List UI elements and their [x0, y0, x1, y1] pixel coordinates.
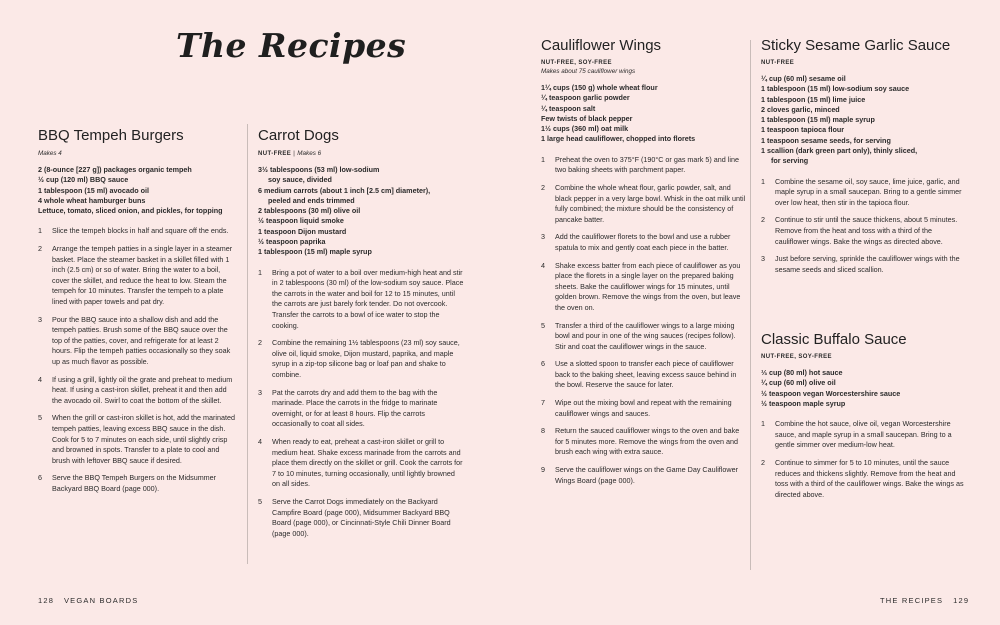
step-number: 3: [541, 232, 545, 242]
ingredient: ¼ cup (60 ml) olive oil: [761, 378, 836, 388]
step: [258, 388, 464, 430]
step: [258, 338, 464, 380]
ingredient-list: [258, 165, 464, 258]
ingredient: ½ teaspoon liquid smoke: [258, 216, 344, 226]
step-text: Bring a pot of water to a boil over medium-high heat and stir in 2 tablespoons (30 ml) of the low-sodium soy sauce. Place the carrots in the water and boil for 12 to 15 minutes, until the carrots are just barely fork tender. Do not overcook. Transfer the carrots to a bowl of ice water to stop the cooking.: [272, 267, 464, 330]
step-number: 9: [541, 465, 545, 475]
step: [541, 183, 746, 225]
step-text: Use a slotted spoon to transfer each piece of cauliflower back to the baking sheet, leaving excess sauce behind in the bowl. Reserve the sauce for later.: [555, 359, 737, 390]
right-folio: [880, 596, 969, 605]
ingredient: 1 scallion (dark green part only), thinly sliced,: [761, 146, 918, 156]
step-number: 2: [258, 338, 262, 348]
step-text: Combine the remaining 1½ tablespoons (23 ml) soy sauce, olive oil, liquid smoke, Dijon mustard, paprika, and maple syrup in a zip-top silicone bag or loaf pan and shake to combine.: [272, 338, 460, 380]
step-number: 6: [541, 359, 545, 369]
step-number: 2: [38, 244, 42, 254]
step-number: 8: [541, 426, 545, 436]
step-text: Arrange the tempeh patties in a single layer in a steamer basket. Place the steamer basket in a skillet filled with 1 inch (2.5 cm) or so of water. Bring the water to a boil, cover the skillet, and reduce the heat to low. Steam the tempeh for 10 minutes. Transfer the tempeh to a plate lined with paper towels and pat dry.: [52, 244, 233, 307]
ingredient: 2 tablespoons (30 ml) olive oil: [258, 206, 361, 216]
step-number: 1: [761, 176, 765, 186]
page-number: 129: [953, 596, 970, 605]
column-divider: [247, 124, 248, 564]
ingredient: ½ teaspoon vegan Worcestershire sauce: [761, 388, 901, 398]
step-list: [761, 177, 966, 276]
step: [541, 398, 746, 419]
step-text: Combine the hot sauce, olive oil, vegan Worcestershire sauce, and maple syrup in a small saucepan. Bring to a gentle simmer over medium-low heat.: [775, 419, 952, 450]
step-text: Continue to stir until the sauce thickens, about 5 minutes. Remove from the heat and toss with a third of the cauliflower wings. Bake the wings as directed above.: [775, 215, 958, 246]
ingredient: 3½ tablespoons (53 ml) low-sodium: [258, 165, 380, 174]
step-list: [761, 419, 966, 500]
step-text: Add the cauliflower florets to the bowl and use a rubber spatula to mix and gently coat each piece in the batter.: [555, 232, 731, 252]
ingredient-list: [38, 165, 238, 216]
step-text: Shake excess batter from each piece of cauliflower as you place the florets in a single layer on the prepared baking sheets. Bake the cauliflower wings for 15 minutes, until golden brown. Remove the wings from the oven, but leave the oven on.: [555, 260, 741, 312]
ingredient: 1 tablespoon (15 ml) avocado oil: [38, 185, 150, 195]
recipe-sticky-sesame-garlic-sauce: [761, 37, 966, 282]
step-text: When the grill or cast-iron skillet is hot, add the marinated tempeh patties, leaving excess BBQ sauce in the dish. Cook for 5 to 7 minutes on each side, until slightly crisp and browned in spots. Transfer to a plate to cool and brush with leftover BBQ sauce if desired.: [52, 413, 235, 465]
recipe-classic-buffalo-sauce: [761, 331, 966, 507]
step-text: Wipe out the mixing bowl and repeat with the remaining cauliflower wings and sauces.: [555, 398, 732, 418]
step-number: 5: [258, 496, 262, 506]
step-number: 1: [38, 226, 42, 236]
ingredient: ½ cup (120 ml) BBQ sauce: [38, 175, 129, 185]
ingredient: Few twists of black pepper: [541, 113, 633, 123]
step: [38, 413, 238, 466]
step-text: Serve the BBQ Tempeh Burgers on the Midsummer Backyard BBQ Board (page 000).: [52, 473, 217, 493]
step-number: 1: [541, 154, 545, 164]
step: [761, 177, 966, 209]
recipe-title: Carrot Dogs: [258, 127, 339, 144]
ingredient: 1½ cups (360 ml) oat milk: [541, 124, 629, 134]
ingredient: ½ teaspoon paprika: [258, 237, 326, 247]
step: [38, 315, 238, 368]
page-number: 128: [38, 596, 55, 605]
diet-tags: NUT-FREE, SOY-FREE: [541, 60, 612, 66]
step: [761, 419, 966, 451]
step: [541, 465, 746, 486]
step-list: [541, 155, 746, 486]
step-number: 2: [761, 457, 765, 467]
step: [38, 226, 238, 237]
step-text: Transfer a third of the cauliflower wings to a large mixing bowl and pour in one of the wing sauces (recipes follow). Stir and coat the cauliflower wings in the sauce.: [555, 320, 736, 351]
step-text: Combine the sesame oil, soy sauce, lime juice, garlic, and maple syrup in a small saucepan. Bring to a gentle simmer over low heat, then stir in the tapioca flour.: [775, 176, 962, 207]
ingredient-list: [761, 368, 966, 409]
step-text: Serve the Carrot Dogs immediately on the Backyard Campfire Board (page 000), Midsummer Backyard BBQ Board (page 000), or Cincinnati-Style Chili Dinner Board (page 000).: [272, 496, 451, 538]
step-number: 5: [38, 413, 42, 423]
step-number: 2: [761, 215, 765, 225]
step: [541, 261, 746, 314]
step-text: Slice the tempeh blocks in half and square off the ends.: [52, 226, 229, 236]
ingredient: 1 large head cauliflower, chopped into florets: [541, 134, 696, 144]
step-number: 3: [38, 314, 42, 324]
step: [541, 321, 746, 353]
recipe-tags: [258, 150, 464, 157]
step-number: 3: [258, 387, 262, 397]
step: [761, 215, 966, 247]
step-text: Continue to simmer for 5 to 10 minutes, until the sauce reduces and thickens slightly. Remove from the heat and toss with a third of the cauliflower wings. Bake the wings as directed above.: [775, 457, 964, 499]
ingredient: 1¼ cups (150 g) whole wheat flour: [541, 83, 658, 92]
ingredient-list: [541, 83, 746, 145]
step-number: 5: [541, 320, 545, 330]
recipe-cauliflower-wings: [541, 37, 746, 493]
step-number: 4: [541, 260, 545, 270]
recipe-title: BBQ Tempeh Burgers: [38, 127, 184, 144]
recipe-yield: Makes about 75 cauliflower wings: [541, 68, 636, 75]
ingredient: 1 teaspoon sesame seeds, for serving: [761, 135, 891, 145]
column-divider: [750, 40, 751, 570]
book-title: VEGAN BOARDS: [63, 596, 139, 605]
ingredient: ¼ cup (60 ml) sesame oil: [761, 74, 846, 83]
ingredient: for serving: [771, 156, 809, 166]
left-folio: [38, 596, 138, 605]
step-number: 1: [761, 419, 765, 429]
ingredient: ⅓ cup (80 ml) hot sauce: [761, 368, 843, 377]
ingredient: peeled and ends trimmed: [268, 195, 355, 205]
step-text: Return the sauced cauliflower wings to the oven and bake for 5 minutes more. Remove the wings from the oven and brush each wing with extra sauce.: [555, 426, 740, 457]
step: [38, 244, 238, 308]
step-number: 4: [38, 374, 42, 384]
diet-tags: NUT-FREE: [258, 151, 292, 157]
step: [258, 437, 464, 490]
step: [541, 232, 746, 253]
step: [761, 254, 966, 275]
ingredient: 1 tablespoon (15 ml) low-sodium soy sauce: [761, 84, 910, 94]
step: [541, 359, 746, 391]
step: [761, 458, 966, 500]
recipe-title: Sticky Sesame Garlic Sauce: [761, 37, 951, 54]
step: [258, 497, 464, 539]
section-title: THE RECIPES: [880, 596, 944, 605]
step-list: [38, 226, 238, 494]
diet-tags: NUT-FREE: [761, 60, 795, 66]
step-text: Combine the whole wheat flour, garlic powder, salt, and black pepper in a very large bowl. Whisk in the oat milk until fully combined; the mixture should be the consistency of pancake batter.: [555, 182, 746, 224]
step-text: Serve the cauliflower wings on the Game Day Cauliflower Wings Board (page 000).: [555, 465, 738, 485]
step-number: 6: [38, 473, 42, 483]
recipe-title: Classic Buffalo Sauce: [761, 331, 907, 348]
ingredient-list: [761, 74, 966, 167]
step-number: 4: [258, 436, 262, 446]
ingredient: 1 tablespoon (15 ml) maple syrup: [761, 115, 875, 125]
ingredient: Lettuce, tomato, sliced onion, and pickles, for topping: [38, 206, 223, 216]
ingredient: 2 (8-ounce [227 g]) packages organic tempeh: [38, 165, 192, 174]
step-text: If using a grill, lightly oil the grate and preheat to medium heat. If using a cast-iron skillet, preheat it and then add the avocado oil. Swirl to coat the bottom of the skillet.: [52, 374, 233, 405]
step-number: 2: [541, 182, 545, 192]
step-text: When ready to eat, preheat a cast-iron skillet or grill to medium heat. Shake excess marinade from the carrots and place them directly on the skillet or grill. Cook the carrots for 7 to 10 minutes, turning occasionally, until lightly browned on all sides.: [272, 436, 463, 489]
ingredient: 1 teaspoon tapioca flour: [761, 125, 845, 135]
step-number: 7: [541, 398, 545, 408]
ingredient: 4 whole wheat hamburger buns: [38, 195, 146, 205]
recipe-carrot-dogs: [258, 127, 464, 546]
step-text: Pour the BBQ sauce into a shallow dish and add the tempeh patties. Brush some of the BBQ sauce over the top of the patties, cover, and refrigerate for at least 2 hours. Flip the tempeh patties occasionally so they soak up as much flavor as possible.: [52, 314, 231, 367]
ingredient: ½ teaspoon maple syrup: [761, 398, 846, 408]
page-title: The Recipes: [176, 26, 407, 65]
ingredient: soy sauce, divided: [268, 175, 332, 185]
ingredient: 1 tablespoon (15 ml) maple syrup: [258, 247, 372, 257]
step: [258, 268, 464, 332]
ingredient: ¼ teaspoon garlic powder: [541, 93, 630, 103]
diet-tags: NUT-FREE, SOY-FREE: [761, 354, 832, 360]
step-number: 1: [258, 267, 262, 277]
step-list: [258, 268, 464, 540]
ingredient: 1 tablespoon (15 ml) lime juice: [761, 94, 866, 104]
step-number: 3: [761, 254, 765, 264]
step: [541, 155, 746, 176]
recipe-yield: Makes 4: [38, 150, 62, 157]
step: [38, 375, 238, 407]
recipe-bbq-tempeh-burgers: [38, 127, 238, 502]
recipe-title: Cauliflower Wings: [541, 37, 662, 54]
step-text: Just before serving, sprinkle the cauliflower wings with the sesame seeds and sliced scallion.: [775, 254, 960, 274]
ingredient: 2 cloves garlic, minced: [761, 104, 840, 114]
ingredient: ¼ teaspoon salt: [541, 103, 596, 113]
tag-separator: |: [291, 151, 298, 157]
ingredient: 1 teaspoon Dijon mustard: [258, 226, 347, 236]
step-text: Preheat the oven to 375°F (190°C or gas mark 5) and line two baking sheets with parchment paper.: [555, 154, 739, 175]
step: [541, 426, 746, 458]
step-text: Pat the carrots dry and add them to the bag with the marinade. Place the carrots in the fridge to marinate overnight, or for at least 8 hours. Flip the carrots occasionally to coat all sides.: [272, 387, 438, 429]
step: [38, 473, 238, 494]
recipe-yield: Makes 6: [297, 150, 322, 157]
ingredient: 6 medium carrots (about 1 inch [2.5 cm] diameter),: [258, 185, 431, 195]
